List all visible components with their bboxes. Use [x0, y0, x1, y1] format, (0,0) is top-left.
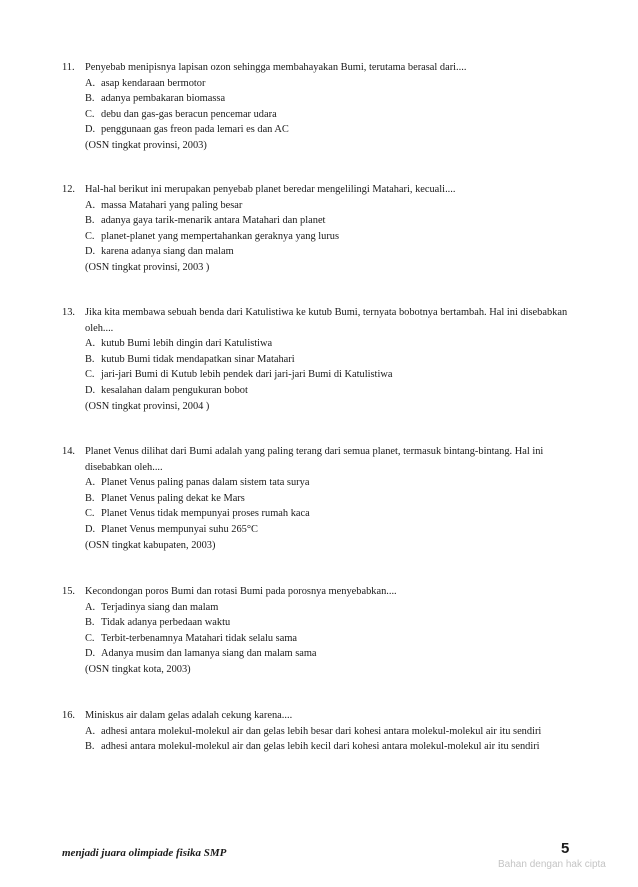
option-d	[85, 646, 582, 662]
option-list	[85, 198, 582, 260]
option-c	[85, 107, 582, 123]
option-text: debu dan gas-gas beracun pencemar udara	[101, 108, 277, 120]
option-letter: C.	[85, 508, 95, 520]
option-letter: A.	[85, 601, 96, 613]
option-letter: C.	[85, 230, 95, 242]
option-text: asap kendaraan bermotor	[101, 77, 206, 89]
option-b	[85, 91, 582, 107]
question-number: 13.	[62, 307, 75, 318]
option-text: adhesi antara molekul-molekul air dan gelas lebih kecil dari kohesi antara molekul-molekul air itu sendiri	[101, 741, 540, 753]
option-letter: D.	[85, 648, 96, 660]
option-a	[85, 600, 582, 616]
option-a	[85, 76, 582, 92]
option-letter: B.	[85, 492, 95, 504]
option-letter: A.	[85, 338, 96, 350]
option-d	[85, 383, 582, 399]
option-text: planet-planet yang mempertahankan geraknya yang lurus	[101, 230, 340, 242]
question-source: (OSN tingkat provinsi, 2004 )	[85, 400, 210, 412]
option-letter: B.	[85, 617, 95, 629]
copyright-watermark: Bahan dengan hak cipta	[498, 859, 606, 870]
option-letter: D.	[85, 246, 96, 258]
question-14	[62, 444, 582, 553]
question-number: 16.	[62, 710, 75, 721]
option-letter: A.	[85, 77, 96, 89]
option-c	[85, 367, 582, 383]
option-b	[85, 213, 582, 229]
option-c	[85, 506, 582, 522]
option-letter: C.	[85, 108, 95, 120]
option-text: adhesi antara molekul-molekul air dan gelas lebih besar dari kohesi antara molekul-molekul air itu sendiri	[101, 725, 542, 737]
question-13	[62, 305, 582, 414]
option-letter: A.	[85, 199, 96, 211]
option-letter: A.	[85, 477, 96, 489]
option-text: penggunaan gas freon pada lemari es dan AC	[101, 124, 289, 136]
option-text: massa Matahari yang paling besar	[101, 199, 243, 211]
option-list	[85, 724, 582, 755]
question-stem: Miniskus air dalam gelas adalah cekung karena....	[85, 710, 293, 721]
option-list	[85, 76, 582, 138]
option-text: jari-jari Bumi di Kutub lebih pendek dari jari-jari Bumi di Katulistiwa	[101, 369, 393, 381]
question-source: (OSN tingkat provinsi, 2003)	[85, 139, 207, 151]
question-source: (OSN tingkat kabupaten, 2003)	[85, 539, 216, 551]
option-letter: C.	[85, 369, 95, 381]
option-letter: B.	[85, 353, 95, 365]
option-text: Adanya musim dan lamanya siang dan malam sama	[101, 648, 317, 660]
option-a	[85, 336, 582, 352]
option-text: Planet Venus tidak mempunyai proses rumah kaca	[101, 508, 310, 520]
question-stem: Hal-hal berikut ini merupakan penyebab planet beredar mengelilingi Matahari, kecuali....	[85, 184, 456, 195]
option-c	[85, 229, 582, 245]
option-letter: B.	[85, 741, 95, 753]
question-stem: Jika kita membawa sebuah benda dari Katulistiwa ke kutub Bumi, ternyata bobotnya bertambah. Hal ini disebabkan oleh....	[85, 307, 568, 334]
option-d	[85, 122, 582, 138]
option-b	[85, 615, 582, 631]
option-text: kutub Bumi lebih dingin dari Katulistiwa	[101, 338, 273, 350]
option-list	[85, 475, 582, 537]
option-d	[85, 522, 582, 538]
option-a	[85, 724, 582, 740]
option-a	[85, 198, 582, 214]
question-source: (OSN tingkat kota, 2003)	[85, 663, 191, 675]
option-b	[85, 739, 582, 755]
option-b	[85, 491, 582, 507]
option-text: Tidak adanya perbedaan waktu	[101, 617, 231, 629]
question-number: 12.	[62, 184, 75, 195]
question-16	[62, 708, 582, 755]
option-text: adanya pembakaran biomassa	[101, 93, 226, 105]
page-number: 5	[561, 840, 570, 857]
option-text: Terbit-terbenamnya Matahari tidak selalu sama	[101, 632, 298, 644]
question-15	[62, 584, 582, 678]
option-letter: B.	[85, 93, 95, 105]
question-12	[62, 182, 582, 276]
option-text: Planet Venus paling dekat ke Mars	[101, 492, 245, 504]
option-a	[85, 475, 582, 491]
option-b	[85, 352, 582, 368]
option-d	[85, 244, 582, 260]
option-letter: D.	[85, 523, 96, 535]
option-text: adanya gaya tarik-menarik antara Matahari dan planet	[101, 215, 326, 227]
question-11	[62, 60, 582, 154]
option-list	[85, 336, 582, 398]
question-stem: Penyebab menipisnya lapisan ozon sehingga membahayakan Bumi, terutama berasal dari....	[85, 62, 467, 73]
book-title-footer: menjadi juara olimpiade fisika SMP	[62, 847, 227, 859]
option-letter: D.	[85, 384, 96, 396]
option-text: kesalahan dalam pengukuran bobot	[101, 384, 248, 396]
option-letter: C.	[85, 632, 95, 644]
question-number: 14.	[62, 446, 75, 457]
option-c	[85, 631, 582, 647]
option-letter: B.	[85, 215, 95, 227]
option-text: karena adanya siang dan malam	[101, 246, 234, 258]
question-stem: Kecondongan poros Bumi dan rotasi Bumi pada porosnya menyebabkan....	[85, 586, 397, 597]
option-letter: A.	[85, 725, 96, 737]
option-text: Planet Venus mempunyai suhu 265°C	[101, 523, 258, 535]
option-text: Terjadinya siang dan malam	[101, 601, 219, 613]
question-number: 11.	[62, 62, 75, 73]
question-number: 15.	[62, 586, 75, 597]
option-letter: D.	[85, 124, 96, 136]
option-text: kutub Bumi tidak mendapatkan sinar Matahari	[101, 353, 295, 365]
question-source: (OSN tingkat provinsi, 2003 )	[85, 261, 210, 273]
option-text: Planet Venus paling panas dalam sistem tata surya	[101, 477, 310, 489]
question-stem: Planet Venus dilihat dari Bumi adalah yang paling terang dari semua planet, termasuk bintang-bintang. Hal ini disebabkan oleh....	[85, 446, 544, 473]
option-list	[85, 600, 582, 662]
